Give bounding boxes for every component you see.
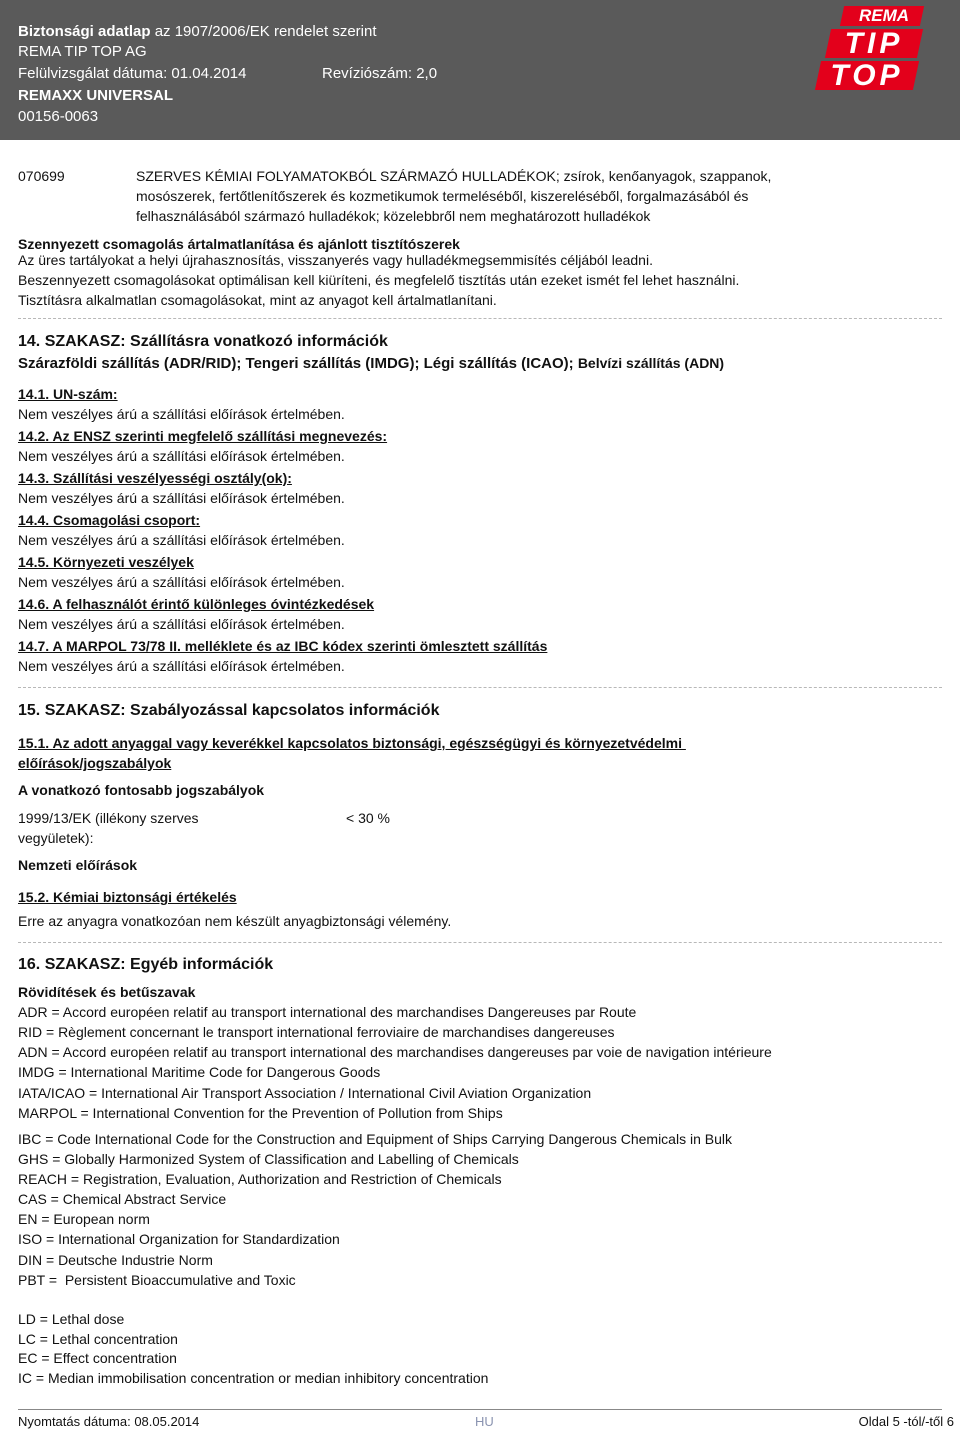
waste-code: 070699 — [18, 168, 65, 184]
document-title-rest: az 1907/2006/EK rendelet szerint — [150, 23, 377, 40]
print-date: Nyomtatás dátuma: 08.05.2014 — [18, 1414, 200, 1429]
abbreviation-item: IC = Median immobilisation concentration or median inhibitory concentration — [18, 1370, 489, 1386]
abbreviation-item: ISO = International Organization for Standardization — [18, 1231, 340, 1247]
waste-description-line: SZERVES KÉMIAI FOLYAMATOKBÓL SZÁRMAZÓ HULLADÉKOK; zsírok, kenőanyagok, szappanok, — [136, 168, 772, 184]
section-divider — [18, 942, 942, 943]
review-date: Felülvizsgálat dátuma: 01.04.2014 — [18, 65, 247, 82]
national-regulations-heading: Nemzeti előírások — [18, 857, 138, 873]
logo-rema-text: REMA — [858, 6, 910, 25]
footer-rule — [18, 1409, 942, 1410]
section-15-title: 15. SZAKASZ: Szabályozással kapcsolatos információk — [18, 702, 440, 719]
packaging-text-line: Az üres tartályokat a helyi újrahasznosítás, visszanyerés vagy hulladékmegsemmisítés céljából leadni. — [18, 252, 653, 268]
section-14-subtitle — [18, 353, 724, 374]
abbreviation-item: IATA/ICAO = International Air Transport Association / International Civil Aviation Organization — [18, 1085, 592, 1101]
item-15-1-heading-line2: előírások/jogszabályok — [18, 755, 172, 771]
abbreviation-item: IMDG = International Maritime Code for Dangerous Goods — [18, 1064, 381, 1080]
abbreviation-item: IBC = Code International Code for the Construction and Equipment of Ships Carrying Dangerous Chemicals in Bulk — [18, 1131, 732, 1147]
product-code: 00156-0063 — [18, 108, 99, 125]
abbreviation-item: GHS = Globally Harmonized System of Classification and Labelling of Chemicals — [18, 1151, 519, 1167]
item-14-3-text: Nem veszélyes árú a szállítási előírások értelmében. — [18, 490, 345, 506]
abbreviations-heading: Rövidítések és betűszavak — [18, 984, 196, 1000]
packaging-text-line: Tisztításra alkalmatlan csomagolásokat, mint az anyagot kell ártalmatlanítani. — [18, 292, 497, 308]
item-14-7-text: Nem veszélyes árú a szállítási előírások értelmében. — [18, 658, 345, 674]
item-14-2-text: Nem veszélyes árú a szállítási előírások értelmében. — [18, 448, 345, 464]
language-code: HU — [475, 1414, 494, 1429]
packaging-heading: Szennyezett csomagolás ártalmatlanítása és ajánlott tisztítószerek — [18, 236, 460, 252]
abbreviation-item: MARPOL = International Convention for the Prevention of Pollution from Ships — [18, 1105, 503, 1121]
item-14-6-heading: 14.6. A felhasználót érintő különleges óvintézkedések — [18, 596, 375, 612]
abbreviation-item: RID = Règlement concernant le transport international ferroviaire de marchandises dangereuses — [18, 1024, 615, 1040]
logo-tip-text: TIP — [844, 27, 904, 60]
item-14-4-text: Nem veszélyes árú a szállítási előírások értelmében. — [18, 532, 345, 548]
item-14-3-heading: 14.3. Szállítási veszélyességi osztály(ok): — [18, 470, 292, 486]
item-14-5-text: Nem veszélyes árú a szállítási előírások értelmében. — [18, 574, 345, 590]
document-title-bold: Biztonsági adatlap — [18, 23, 151, 40]
abbreviation-item: EC = Effect concentration — [18, 1350, 177, 1366]
company-name: REMA TIP TOP AG — [18, 43, 147, 60]
section-14-title: 14. SZAKASZ: Szállításra vonatkozó információk — [18, 333, 388, 350]
item-14-6-text: Nem veszélyes árú a szállítási előírások értelmében. — [18, 616, 345, 632]
item-14-1-text: Nem veszélyes árú a szállítási előírások értelmében. — [18, 406, 345, 422]
item-14-5-heading: 14.5. Környezeti veszélyek — [18, 554, 194, 570]
logo-top-text: TOP — [830, 59, 904, 92]
section-14-subtitle-tail: Belvízi szállítás (ADN) — [577, 355, 725, 371]
voc-label-line1: 1999/13/EK (illékony szerves — [18, 810, 199, 826]
voc-label-line2: vegyületek): — [18, 830, 94, 846]
abbreviation-item: DIN = Deutsche Industrie Norm — [18, 1252, 213, 1268]
abbreviation-item: CAS = Chemical Abstract Service — [18, 1191, 227, 1207]
abbreviation-item: LC = Lethal concentration — [18, 1331, 178, 1347]
abbreviation-item: REACH = Registration, Evaluation, Authorization and Restriction of Chemicals — [18, 1171, 502, 1187]
product-name: REMAXX UNIVERSAL — [18, 87, 174, 104]
item-15-1-heading-line1: 15.1. Az adott anyaggal vagy keverékkel kapcsolatos biztonsági, egészségügyi és környezetvédelmi — [18, 735, 686, 751]
section-14-subtitle-main: Szárazföldi szállítás (ADR/RID); Tengeri szállítás (IMDG); Légi szállítás (ICAO); — [18, 355, 578, 372]
abbreviation-item: ADN = Accord européen relatif au transport international des marchandises dangereuses par voie de navigation intérieure — [18, 1044, 772, 1060]
section-divider — [18, 687, 942, 688]
abbreviation-item: EN = European norm — [18, 1211, 150, 1227]
waste-description-line: mosószerek, fertőtlenítőszerek és kozmetikumok termeléséből, kiszereléséből, forgalmazásából és — [136, 188, 749, 204]
item-14-4-heading: 14.4. Csomagolási csoport: — [18, 512, 201, 528]
voc-value: < 30 % — [346, 810, 390, 826]
rema-tip-top-logo — [816, 6, 924, 92]
page-number: Oldal 5 -tól/-től 6 — [858, 1414, 954, 1429]
item-15-2-text: Erre az anyagra vonatkozóan nem készült anyagbiztonsági vélemény. — [18, 913, 452, 929]
waste-description-line: felhasználásából származó hulladékok; közelebbről nem meghatározott hulladékok — [136, 208, 651, 224]
item-14-1-heading: 14.1. UN-szám: — [18, 386, 118, 402]
packaging-text-line: Beszennyezett csomagolásokat optimálisan kell kiüríteni, és megfelelő tisztítás után ezeket ismét fel lehet használni. — [18, 272, 740, 288]
abbreviation-item: LD = Lethal dose — [18, 1311, 125, 1327]
abbreviation-item: ADR = Accord européen relatif au transport international des marchandises Dangereuses par Route — [18, 1004, 637, 1020]
section-16-title: 16. SZAKASZ: Egyéb információk — [18, 956, 274, 973]
item-14-7-heading: 14.7. A MARPOL 73/78 II. melléklete és az IBC kódex szerinti ömlesztett szállítás — [18, 638, 548, 654]
section-divider — [18, 318, 942, 319]
relevant-legislation-heading: A vonatkozó fontosabb jogszabályok — [18, 782, 265, 798]
item-14-2-heading: 14.2. Az ENSZ szerinti megfelelő szállítási megnevezés: — [18, 428, 388, 444]
revision-number: Revíziószám: 2,0 — [322, 65, 438, 82]
item-15-2-heading: 15.2. Kémiai biztonsági értékelés — [18, 889, 237, 905]
abbreviation-item: PBT = Persistent Bioaccumulative and Toxic — [18, 1272, 296, 1288]
document-title — [18, 22, 377, 42]
